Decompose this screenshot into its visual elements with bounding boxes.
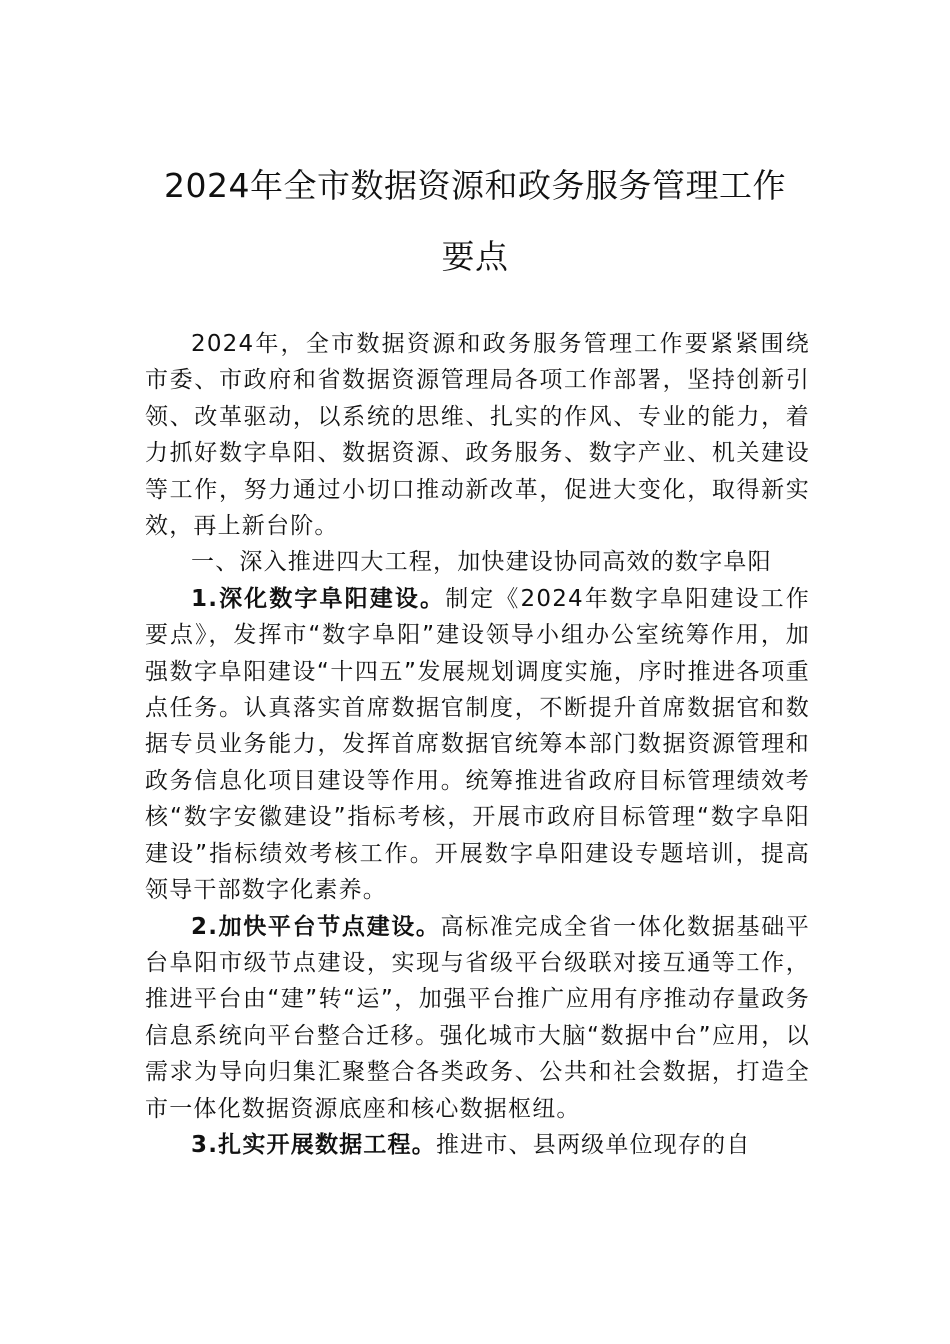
item-2-title: 2.加快平台节点建设。 <box>191 913 441 940</box>
item-1-title: 1.深化数字阜阳建设。 <box>191 585 446 612</box>
item-2-body: 高标准完成全省一体化数据基础平台阜阳市级节点建设，实现与省级平台级联对接互通等工作，推进平台由“建”转“运”，加强平台推广应用有序推动存量政务信息系统向平台整合迁移。强化城市大脑“数据中台”应用，以需求为导向归集汇聚整合各类政务、公共和社会数据，打造全市一体化数据资源底座和核心数据枢纽。 <box>145 913 810 1122</box>
item-1-paragraph <box>145 581 810 909</box>
document-body <box>145 326 810 1163</box>
item-2-paragraph <box>145 909 810 1127</box>
document-title-line2: 要点 <box>441 237 509 276</box>
intro-paragraph: 2024年，全市数据资源和政务服务管理工作要紧紧围绕市委、市政府和省数据资源管理局各项工作部署，坚持创新引领、改革驱动，以系统的思维、扎实的作风、专业的能力，着力抓好数字阜阳、数据资源、政务服务、数字产业、机关建设等工作，努力通过小切口推动新改革，促进大变化，取得新实效，再上新台阶。 <box>145 331 810 540</box>
item-3-body: 推进市、县两级单位现存的自 <box>435 1131 751 1158</box>
document-title-line1: 2024年全市数据资源和政务服务管理工作 <box>164 166 786 205</box>
section-heading: 一、深入推进四大工程，加快建设协同高效的数字阜阳 <box>191 549 772 576</box>
item-3-paragraph <box>145 1127 810 1163</box>
item-3-title: 3.扎实开展数据工程。 <box>191 1131 436 1158</box>
item-1-body: 制定《2024年数字阜阳建设工作要点》，发挥市“数字阜阳”建设领导小组办公室统筹作用，加强数字阜阳建设“十四五”发展规划调度实施，序时推进各项重点任务。认真落实首席数据官制度，不断提升首席数据官和数据专员业务能力，发挥首席数据官统筹本部门数据资源管理和政务信息化项目建设等作用。统筹推进省政府目标管理绩效考核“数字安徽建设”指标考核，开展市政府目标管理“数字阜阳建设”指标绩效考核工作。开展数字阜阳建设专题培训，提高领导干部数字化素养。 <box>145 585 811 904</box>
